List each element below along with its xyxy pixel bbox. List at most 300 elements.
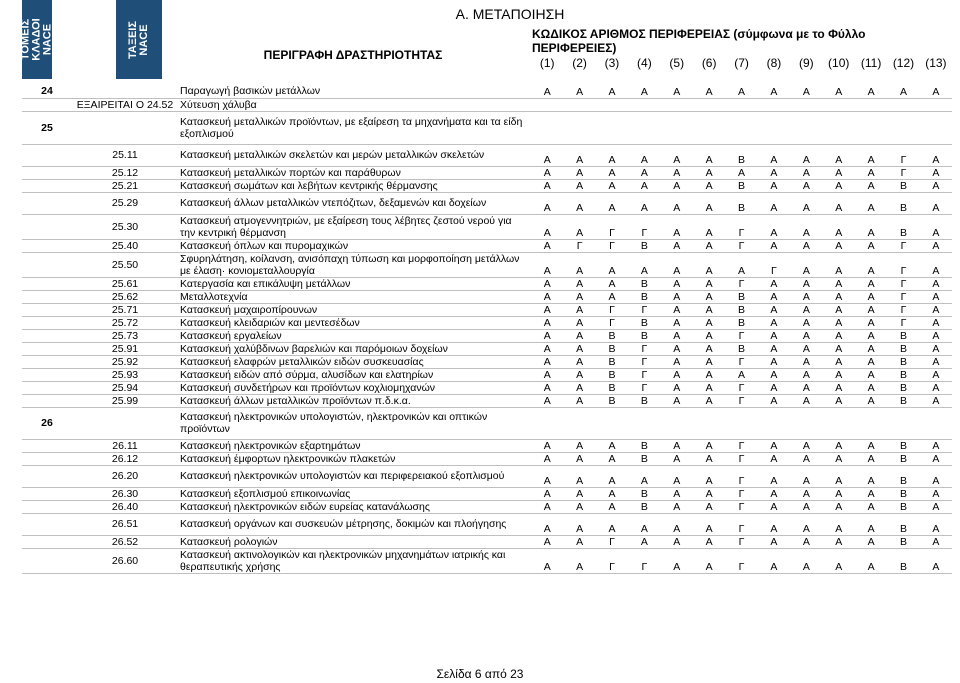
region-value-cell: Α <box>576 535 584 548</box>
region-value-cell: Α <box>543 316 551 329</box>
region-value-cell: Α <box>705 179 713 192</box>
region-value-cell: Α <box>802 500 810 513</box>
region-value-cell: Α <box>673 474 681 487</box>
class-cell: 25.73 <box>111 329 139 342</box>
class-cell: 25.40 <box>111 239 139 252</box>
region-value-cell: Α <box>770 166 778 179</box>
region-value-cell: Α <box>705 290 713 303</box>
region-value-cell: Α <box>673 277 681 290</box>
region-value-cell: Α <box>802 355 810 368</box>
region-value-cell: Α <box>867 303 875 316</box>
sector-cell <box>22 277 72 290</box>
region-value-cell: Γ <box>609 226 615 239</box>
region-value-cell: Α <box>770 153 778 166</box>
region-value-cell: Α <box>932 329 940 342</box>
region-value-cell: Α <box>705 474 713 487</box>
region-value-cell: Α <box>932 264 940 277</box>
region-value-cell: Α <box>835 439 843 452</box>
table-row <box>22 487 952 500</box>
region-value-cell: Α <box>867 226 875 239</box>
region-value-cell: Α <box>770 355 778 368</box>
region-value-cell: Α <box>705 264 713 277</box>
region-value-cell <box>563 98 595 111</box>
region-value-cell: Α <box>673 342 681 355</box>
region-value-cell: Α <box>673 290 681 303</box>
region-value-cell <box>855 98 887 111</box>
region-value-cell: Α <box>640 522 648 535</box>
region-value-cell: Α <box>867 394 875 407</box>
column-number-header: (2) <box>572 56 587 70</box>
description-cell: Κατασκευή μεταλλικών σκελετών και μερών μεταλλικών σκελετών <box>180 149 485 161</box>
column-number-header: (5) <box>669 56 685 70</box>
region-value-cell: Β <box>640 452 648 465</box>
class-cell: 25.93 <box>111 368 139 381</box>
region-value-cell: Γ <box>641 560 648 573</box>
table-row <box>22 465 952 487</box>
region-value-cell: Α <box>802 303 810 316</box>
table-body <box>22 85 952 573</box>
region-value-cell: Α <box>576 201 584 214</box>
region-value-cell: Α <box>608 487 616 500</box>
header-classes <box>116 0 162 79</box>
region-value-cell: Α <box>867 381 875 394</box>
region-value-cell <box>628 111 660 144</box>
region-value-cell: Α <box>770 316 778 329</box>
region-value-cell: Α <box>835 522 843 535</box>
region-value-cell: Α <box>770 560 778 573</box>
region-value-cell: Γ <box>738 560 745 573</box>
class-cell: 26.51 <box>111 518 139 530</box>
region-value-cell: Β <box>738 290 746 303</box>
region-value-cell: Γ <box>609 239 615 252</box>
region-value-cell: Α <box>705 303 713 316</box>
region-value-cell: Α <box>802 179 810 192</box>
region-value-cell: Γ <box>738 439 745 452</box>
region-value-cell: Α <box>543 439 551 452</box>
region-value-cell: Α <box>835 239 843 252</box>
class-cell <box>72 407 178 439</box>
region-value-cell: Α <box>802 329 810 342</box>
region-value-cell <box>790 111 822 144</box>
region-value-cell: Α <box>543 277 551 290</box>
region-value-cell: Γ <box>900 166 907 179</box>
region-value-cell: Α <box>835 500 843 513</box>
region-value-cell: Α <box>770 85 778 98</box>
description-cell: Κατασκευή χαλύβδινων βαρελιών και παρόμοιων δοχείων <box>180 342 448 355</box>
region-value-cell: Β <box>899 342 907 355</box>
region-value-cell: Α <box>608 474 616 487</box>
region-value-cell: Α <box>576 439 584 452</box>
region-value-cell: Α <box>770 439 778 452</box>
sector-cell <box>22 500 72 513</box>
region-value-cell: Α <box>576 166 584 179</box>
region-value-cell: Α <box>705 355 713 368</box>
table-row <box>22 111 952 144</box>
region-value-cell <box>531 407 563 439</box>
region-value-cell: Α <box>640 264 648 277</box>
region-value-cell: Β <box>608 381 616 394</box>
region-value-cell: Α <box>673 316 681 329</box>
region-value-cell: Α <box>932 487 940 500</box>
region-value-cell <box>887 407 919 439</box>
table-row <box>22 277 952 290</box>
region-value-cell <box>855 407 887 439</box>
page-footer: Σελίδα 6 από 23 <box>436 667 524 681</box>
region-value-cell: Α <box>543 535 551 548</box>
activity-table <box>22 85 952 574</box>
region-value-cell: Α <box>867 239 875 252</box>
region-value-cell <box>725 111 757 144</box>
region-value-cell: Β <box>899 500 907 513</box>
region-value-cell: Α <box>705 535 713 548</box>
table-row <box>22 452 952 465</box>
region-value-cell <box>628 98 660 111</box>
region-value-cell: Γ <box>900 290 907 303</box>
region-value-cell: Α <box>932 500 940 513</box>
region-value-cell: Α <box>770 329 778 342</box>
table-row <box>22 439 952 452</box>
description-cell: Κατασκευή κλειδαριών και μεντεσέδων <box>180 316 360 329</box>
region-value-cell: Α <box>835 560 843 573</box>
region-value-cell: Β <box>640 487 648 500</box>
description-cell: Κατασκευή ακτινολογικών και ηλεκτρονικών μηχανημάτων ιατρικής και θεραπευτικής χρήσης <box>180 548 506 573</box>
description-cell: Κατασκευή έμφορτων ηλεκτρονικών πλακετών <box>180 452 396 465</box>
sector-cell <box>22 329 72 342</box>
table-row <box>22 192 952 214</box>
region-value-cell: Α <box>543 474 551 487</box>
region-value-cell: Γ <box>738 394 745 407</box>
region-value-cell: Β <box>738 316 746 329</box>
region-value-cell <box>531 98 563 111</box>
table-row <box>22 394 952 407</box>
region-value-cell: Α <box>576 153 584 166</box>
region-value-cell: Α <box>802 153 810 166</box>
region-value-cell: Α <box>835 277 843 290</box>
region-value-cell: Α <box>867 166 875 179</box>
region-value-cell: Α <box>802 487 810 500</box>
region-value-cell: Α <box>608 522 616 535</box>
description-cell: Κατασκευή μεταλλικών πορτών και παράθυρων <box>180 166 401 179</box>
region-value-cell: Α <box>835 290 843 303</box>
region-value-cell: Α <box>543 500 551 513</box>
region-value-cell <box>531 111 563 144</box>
description-cell: Κατασκευή όπλων και πυρομαχικών <box>180 239 349 252</box>
table-row <box>22 355 952 368</box>
region-value-cell <box>855 111 887 144</box>
sector-cell <box>22 368 72 381</box>
header-sectors-label: ΤΟΜΕΙΣ ΚΛΑΔΟΙ NACE <box>19 18 54 61</box>
description-cell: Κατασκευή οργάνων και συσκευών μέτρησης, δοκιμών και πλοήγησης <box>180 518 507 530</box>
region-value-cell: Α <box>835 166 843 179</box>
description-cell: Κατασκευή σωμάτων και λεβήτων κεντρικής θέρμανσης <box>180 179 438 192</box>
region-value-cell: Α <box>802 226 810 239</box>
region-value-cell <box>596 407 628 439</box>
region-value-cell: Α <box>867 355 875 368</box>
region-value-cell: Α <box>673 500 681 513</box>
region-value-cell: Α <box>576 560 584 573</box>
region-value-cell: Α <box>543 329 551 342</box>
region-value-cell: Α <box>932 166 940 179</box>
region-value-cell: Α <box>673 452 681 465</box>
sector-cell <box>22 239 72 252</box>
table-row <box>22 239 952 252</box>
region-value-cell: Α <box>835 329 843 342</box>
region-value-cell: Α <box>705 452 713 465</box>
class-cell: 25.91 <box>111 342 139 355</box>
region-value-cell: Α <box>673 381 681 394</box>
region-value-cell: Α <box>835 535 843 548</box>
region-value-cell: Α <box>608 179 616 192</box>
region-value-cell: Α <box>705 329 713 342</box>
region-value-cell: Α <box>543 303 551 316</box>
region-value-cell: Α <box>802 201 810 214</box>
region-value-cell: Γ <box>738 500 745 513</box>
region-value-cell: Α <box>673 239 681 252</box>
column-number-header: (13) <box>925 56 947 70</box>
class-cell: 26.12 <box>111 452 139 465</box>
region-value-cell: Α <box>867 277 875 290</box>
region-value-cell: Α <box>576 342 584 355</box>
region-value-cell: Α <box>770 381 778 394</box>
table-row <box>22 535 952 548</box>
region-value-cell: Α <box>802 394 810 407</box>
region-value-cell: Α <box>543 201 551 214</box>
table-row <box>22 85 952 98</box>
region-value-cell: Α <box>867 264 875 277</box>
region-value-cell: Α <box>835 316 843 329</box>
region-value-cell: Β <box>899 394 907 407</box>
region-value-cell: Β <box>608 368 616 381</box>
region-value-cell: Α <box>835 85 843 98</box>
region-value-cell <box>661 111 693 144</box>
region-value-cell: Α <box>932 381 940 394</box>
region-value-cell: Α <box>932 153 940 166</box>
region-value-cell: Α <box>608 201 616 214</box>
header-classes-label: ΤΑΞΕΙΣ NACE <box>127 20 150 59</box>
region-value-cell: Β <box>899 226 907 239</box>
region-value-cell: Α <box>770 226 778 239</box>
region-value-cell: Α <box>705 316 713 329</box>
region-value-cell: Α <box>608 290 616 303</box>
region-value-cell: Α <box>738 85 746 98</box>
header-description <box>178 30 528 79</box>
region-value-cell: Α <box>543 452 551 465</box>
region-value-cell: Α <box>835 368 843 381</box>
region-value-cell: Β <box>899 355 907 368</box>
description-cell: Κατασκευή ατμογεννητριών, με εξαίρεση τους λέβητες ζεστού νερού για την κεντρική θέρμανση <box>180 214 512 239</box>
region-value-cell: Α <box>673 560 681 573</box>
region-value-cell: Γ <box>641 368 648 381</box>
region-value-cell: Γ <box>900 316 907 329</box>
sector-cell <box>22 316 72 329</box>
region-value-cell: Β <box>738 342 746 355</box>
class-cell: 25.94 <box>111 381 139 394</box>
table-row <box>22 329 952 342</box>
region-value-cell: Α <box>576 264 584 277</box>
sector-cell <box>22 394 72 407</box>
region-value-cell: Α <box>543 226 551 239</box>
table-row <box>22 214 952 239</box>
region-value-cell <box>693 98 725 111</box>
region-value-cell: Α <box>608 85 616 98</box>
region-value-cell: Α <box>576 487 584 500</box>
region-value-cell: Α <box>673 226 681 239</box>
region-value-cell: Α <box>576 85 584 98</box>
sector-cell: 24 <box>41 85 53 98</box>
region-value-cell: Α <box>608 439 616 452</box>
table-row <box>22 342 952 355</box>
region-value-cell: Α <box>835 303 843 316</box>
region-value-cell: Γ <box>738 381 745 394</box>
region-value-cell: Α <box>543 394 551 407</box>
column-number-header: (11) <box>860 56 882 70</box>
region-value-cell: Α <box>802 264 810 277</box>
description-cell: Κατασκευή ηλεκτρονικών εξαρτημάτων <box>180 439 361 452</box>
class-cell: 26.30 <box>111 487 139 500</box>
region-value-cell: Α <box>673 522 681 535</box>
header-description-label: ΠΕΡΙΓΡΑΦΗ ΔΡΑΣΤΗΡΙΟΤΗΤΑΣ <box>263 47 443 62</box>
region-value-cell: Α <box>932 522 940 535</box>
region-value-cell: Α <box>640 166 648 179</box>
table-row <box>22 513 952 535</box>
region-value-cell: Β <box>899 535 907 548</box>
region-value-cell: Α <box>543 522 551 535</box>
region-value-cell: Α <box>738 264 746 277</box>
region-value-cell <box>887 111 919 144</box>
region-value-cell: Β <box>899 474 907 487</box>
description-cell: Παραγωγή βασικών μετάλλων <box>180 85 321 98</box>
class-cell: 25.92 <box>111 355 139 368</box>
region-value-cell <box>725 407 757 439</box>
table-row <box>22 381 952 394</box>
region-value-cell: Β <box>738 201 746 214</box>
region-value-cell: Α <box>770 535 778 548</box>
region-value-cell: Α <box>932 355 940 368</box>
region-value-cell: Α <box>608 264 616 277</box>
sector-cell <box>22 290 72 303</box>
region-value-cell: Γ <box>738 355 745 368</box>
region-value-cell: Β <box>640 239 648 252</box>
region-value-cell: Α <box>932 179 940 192</box>
sector-cell <box>22 179 72 192</box>
region-value-cell: Γ <box>576 239 583 252</box>
sector-cell <box>22 439 72 452</box>
region-value-cell: Γ <box>609 535 615 548</box>
region-value-cell: Α <box>705 439 713 452</box>
sector-cell <box>22 513 72 535</box>
region-value-cell: Α <box>705 166 713 179</box>
region-value-cell: Β <box>899 522 907 535</box>
sector-cell <box>22 144 72 166</box>
region-value-cell: Α <box>835 153 843 166</box>
region-value-cell: Α <box>867 85 875 98</box>
region-value-cell <box>920 98 952 111</box>
region-value-cell: Α <box>867 329 875 342</box>
region-value-cell: Γ <box>738 522 745 535</box>
region-value-cell: Α <box>543 368 551 381</box>
class-cell <box>72 85 178 98</box>
region-value-cell: Α <box>673 166 681 179</box>
description-cell: Κατασκευή άλλων μεταλλικών προϊόντων π.δ.κ.α. <box>180 394 411 407</box>
region-value-cell: Γ <box>641 381 648 394</box>
region-value-cell: Α <box>673 179 681 192</box>
region-value-cell: Α <box>576 277 584 290</box>
region-value-cell: Α <box>867 290 875 303</box>
region-value-cell: Α <box>835 355 843 368</box>
description-cell: Κατασκευή ηλεκτρονικών υπολογιστών, ηλεκτρονικών και οπτικών προϊόντων <box>180 411 488 435</box>
region-value-cell: Α <box>608 452 616 465</box>
region-value-cell: Α <box>705 239 713 252</box>
description-cell: Κατασκευή ηλεκτρονικών ειδών ευρείας κατανάλωσης <box>180 500 430 513</box>
region-value-cell: Α <box>705 522 713 535</box>
region-value-cell: Α <box>738 368 746 381</box>
sector-cell <box>22 98 72 111</box>
sector-cell <box>22 192 72 214</box>
region-value-cell: Α <box>640 201 648 214</box>
region-value-cell: Α <box>932 290 940 303</box>
region-value-cell: Α <box>770 201 778 214</box>
table-row <box>22 166 952 179</box>
sector-cell <box>22 381 72 394</box>
table-row <box>22 179 952 192</box>
description-cell: Κατασκευή εργαλείων <box>180 329 282 342</box>
region-value-cell: Α <box>543 342 551 355</box>
region-value-cell: Γ <box>609 303 615 316</box>
region-value-cell: Α <box>576 303 584 316</box>
region-value-cell: Β <box>899 368 907 381</box>
region-value-cell: Α <box>835 342 843 355</box>
region-value-cell: Α <box>835 226 843 239</box>
region-value-cell: Α <box>867 342 875 355</box>
class-cell: 25.12 <box>111 166 139 179</box>
region-value-cell: Α <box>640 474 648 487</box>
region-value-cell: Β <box>640 329 648 342</box>
region-value-cell: Α <box>932 452 940 465</box>
region-value-cell <box>628 407 660 439</box>
region-value-cell: Γ <box>641 342 648 355</box>
region-value-cell: Α <box>770 277 778 290</box>
region-value-cell <box>823 98 855 111</box>
region-value-cell: Α <box>932 277 940 290</box>
region-value-cell: Γ <box>738 535 745 548</box>
region-value-cell: Α <box>867 452 875 465</box>
sector-cell <box>22 303 72 316</box>
region-value-cell: Β <box>608 355 616 368</box>
region-value-cell: Α <box>576 226 584 239</box>
region-value-cell: Γ <box>900 277 907 290</box>
region-value-cell: Α <box>608 153 616 166</box>
region-value-cell: Α <box>802 452 810 465</box>
region-value-cell <box>596 98 628 111</box>
region-value-cell: Α <box>770 368 778 381</box>
description-cell: Κατασκευή ηλεκτρονικών υπολογιστών και περιφερειακού εξοπλισμού <box>180 470 505 482</box>
region-value-cell: Α <box>673 329 681 342</box>
region-value-cell: Α <box>802 522 810 535</box>
region-value-cell <box>693 111 725 144</box>
region-value-cell: Β <box>608 394 616 407</box>
region-value-cell: Β <box>899 329 907 342</box>
region-value-cell: Α <box>770 394 778 407</box>
class-cell <box>72 111 178 144</box>
region-value-cell: Α <box>802 368 810 381</box>
region-value-cell: Γ <box>900 239 907 252</box>
table-row <box>22 500 952 513</box>
sector-cell <box>22 355 72 368</box>
region-value-cell: Α <box>705 560 713 573</box>
description-cell: Κατασκευή συνδετήρων και προϊόντων κοχλιομηχανών <box>180 381 436 394</box>
column-number-header: (12) <box>892 56 915 70</box>
region-value-cell: Α <box>770 179 778 192</box>
